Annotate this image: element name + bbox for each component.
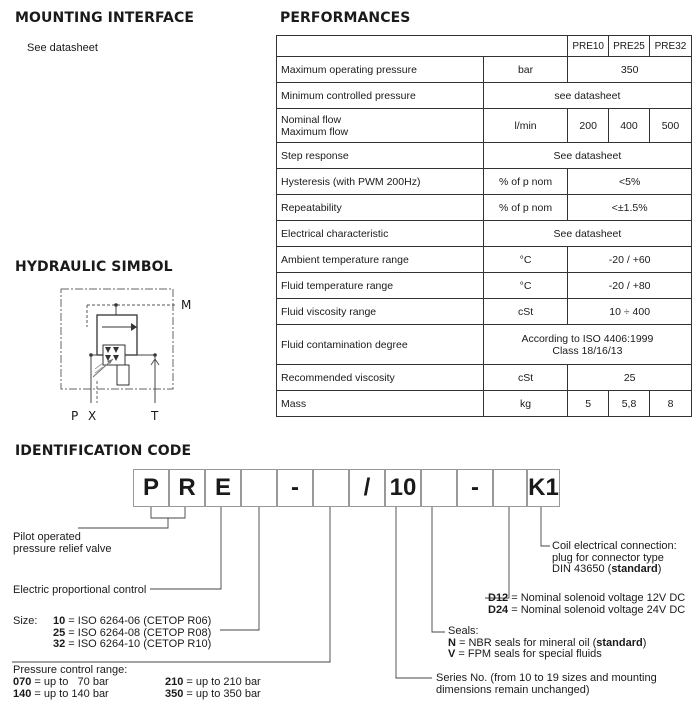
row-unit: kg <box>483 391 568 417</box>
row-label: Ambient temperature range <box>277 247 484 273</box>
size-text-25: = ISO 6264-08 (CETOP R08) <box>65 626 212 639</box>
code-box-dash-1: - <box>277 469 313 507</box>
pilot-line-2: pressure relief valve <box>13 542 112 555</box>
coil-line-3a: DIN 43650 ( <box>552 563 612 575</box>
row-unit: °C <box>483 273 568 299</box>
row-value-pre10: 200 <box>568 109 609 143</box>
seals-text-n: = NBR seals for mineral oil ( <box>455 636 597 649</box>
row-value-pre32: 8 <box>649 391 691 417</box>
pressure-code-070: 070 <box>13 676 32 688</box>
row-value: See datasheet <box>483 221 691 247</box>
row-unit: cSt <box>483 365 568 391</box>
mounting-interface-text: See datasheet <box>27 42 98 54</box>
size-text-32: = ISO 6264-10 (CETOP R10) <box>65 638 212 650</box>
pressure-text-350: = up to 350 bar <box>183 687 261 700</box>
row-value: <±1.5% <box>568 195 692 221</box>
size-label: Size: <box>13 615 38 627</box>
row-label: Repeatability <box>277 195 484 221</box>
pressure-text-140: = up to 140 bar <box>31 687 109 700</box>
voltage-text-d24: = Nominal solenoid voltage 24V DC <box>508 603 686 616</box>
code-box-slash: / <box>349 469 385 507</box>
size-code-32: 32 <box>53 638 66 650</box>
pressure-code-210: 210 <box>165 676 184 688</box>
size-legend <box>53 616 211 651</box>
seals-code-v: V <box>448 648 456 660</box>
leader-electric <box>150 507 221 589</box>
row-unit: % of p nom <box>483 195 568 221</box>
series-legend <box>436 673 657 696</box>
row-label: Recommended viscosity <box>277 365 484 391</box>
row-label: Maximum operating pressure <box>277 57 484 83</box>
performances-heading: PERFORMANCES <box>280 10 411 26</box>
code-box-p: P <box>133 469 169 507</box>
contamination-line-2: Class 18/16/13 <box>552 344 623 357</box>
seals-legend <box>448 626 646 661</box>
leader-voltage <box>485 507 509 598</box>
row-unit: °C <box>483 247 568 273</box>
pressure-text-210: = up to 210 bar <box>183 676 261 688</box>
seals-label: Seals: <box>448 625 479 637</box>
port-t-label: T <box>151 409 159 423</box>
coil-line-1: Coil electrical connection: <box>552 540 677 552</box>
row-value: See datasheet <box>483 143 691 169</box>
leader-pilot-bracket <box>151 507 185 518</box>
row-label: Step response <box>277 143 484 169</box>
row-value: 350 <box>568 57 692 83</box>
row-label: Mass <box>277 391 484 417</box>
leader-size <box>220 507 259 630</box>
coil-line-3c: ) <box>657 563 662 575</box>
row-value: -20 / +60 <box>568 247 692 273</box>
pilot-line-1: Pilot operated <box>13 531 81 543</box>
code-box-connection: K1 <box>527 469 560 507</box>
header-pre10: PRE10 <box>568 36 609 57</box>
row-label: Hysteresis (with PWM 200Hz) <box>277 169 484 195</box>
coil-standard: standard <box>611 563 658 575</box>
code-box-e: E <box>205 469 241 507</box>
nominal-flow-label: Nominal flow <box>281 113 342 126</box>
series-line-1: Series No. (from 10 to 19 sizes and mounting <box>436 672 657 684</box>
row-unit: % of p nom <box>483 169 568 195</box>
voltage-legend <box>488 593 685 616</box>
port-m-label: M <box>181 298 192 312</box>
pressure-code-350: 350 <box>165 687 184 700</box>
coil-line-2: plug for connector type <box>552 551 664 564</box>
row-value: <5% <box>568 169 692 195</box>
row-value: 25 <box>568 365 692 391</box>
size-code-10: 10 <box>53 615 66 627</box>
pressure-code-140: 140 <box>13 687 32 700</box>
seals-code-n: N <box>448 636 456 649</box>
contamination-line-1: According to ISO 4406:1999 <box>521 332 654 345</box>
code-box-dash-2: - <box>457 469 493 507</box>
row-label: Minimum controlled pressure <box>277 83 484 109</box>
row-value: 10 ÷ 400 <box>568 299 692 325</box>
voltage-code-d24: D24 <box>488 603 509 616</box>
maximum-flow-label: Maximum flow <box>281 125 349 138</box>
pilot-legend <box>13 532 111 555</box>
row-value: see datasheet <box>483 83 691 109</box>
size-text-10: = ISO 6264-06 (CETOP R06) <box>65 615 212 627</box>
seals-text-n-end: ) <box>642 636 647 649</box>
identification-code-heading: IDENTIFICATION CODE <box>15 443 192 459</box>
mounting-interface-heading: MOUNTING INTERFACE <box>15 10 195 26</box>
row-value-pre25: 5,8 <box>609 391 650 417</box>
coil-legend <box>552 541 677 576</box>
row-label: Fluid viscosity range <box>277 299 484 325</box>
electric-legend: Electric proportional control <box>13 584 147 596</box>
header-pre32: PRE32 <box>649 36 691 57</box>
code-box-series: 10 <box>385 469 421 507</box>
voltage-text-d12: = Nominal solenoid voltage 12V DC <box>508 592 686 604</box>
row-value-pre25: 400 <box>609 109 650 143</box>
row-unit: l/min <box>483 109 568 143</box>
row-label: Fluid temperature range <box>277 273 484 299</box>
seals-text-v: = FPM seals for special fluids <box>455 648 602 660</box>
pressure-label: Pressure control range: <box>13 664 128 676</box>
port-p-label: P <box>71 409 79 423</box>
series-line-2: dimensions remain unchanged) <box>436 683 590 696</box>
pressure-legend-right <box>165 677 261 700</box>
voltage-code-d12: D12 <box>488 592 509 604</box>
row-value: -20 / +80 <box>568 273 692 299</box>
code-box-r: R <box>169 469 205 507</box>
row-value-pre32: 500 <box>649 109 691 143</box>
header-pre25: PRE25 <box>609 36 650 57</box>
row-unit: bar <box>483 57 568 83</box>
leader-coil <box>541 507 550 546</box>
pressure-legend-left <box>13 677 109 700</box>
size-code-25: 25 <box>53 626 66 639</box>
port-x-label: X <box>88 409 97 423</box>
seals-standard: standard <box>596 636 643 649</box>
row-label: Fluid contamination degree <box>277 325 484 365</box>
row-unit: cSt <box>483 299 568 325</box>
leader-seals <box>432 507 445 632</box>
row-label: Electrical characteristic <box>277 221 484 247</box>
leader-series <box>396 507 432 678</box>
row-value-pre10: 5 <box>568 391 609 417</box>
pressure-text-070: = up to 70 bar <box>31 676 109 688</box>
hydraulic-symbol-heading: HYDRAULIC SIMBOL <box>15 259 173 275</box>
leader-pilot <box>78 518 168 528</box>
